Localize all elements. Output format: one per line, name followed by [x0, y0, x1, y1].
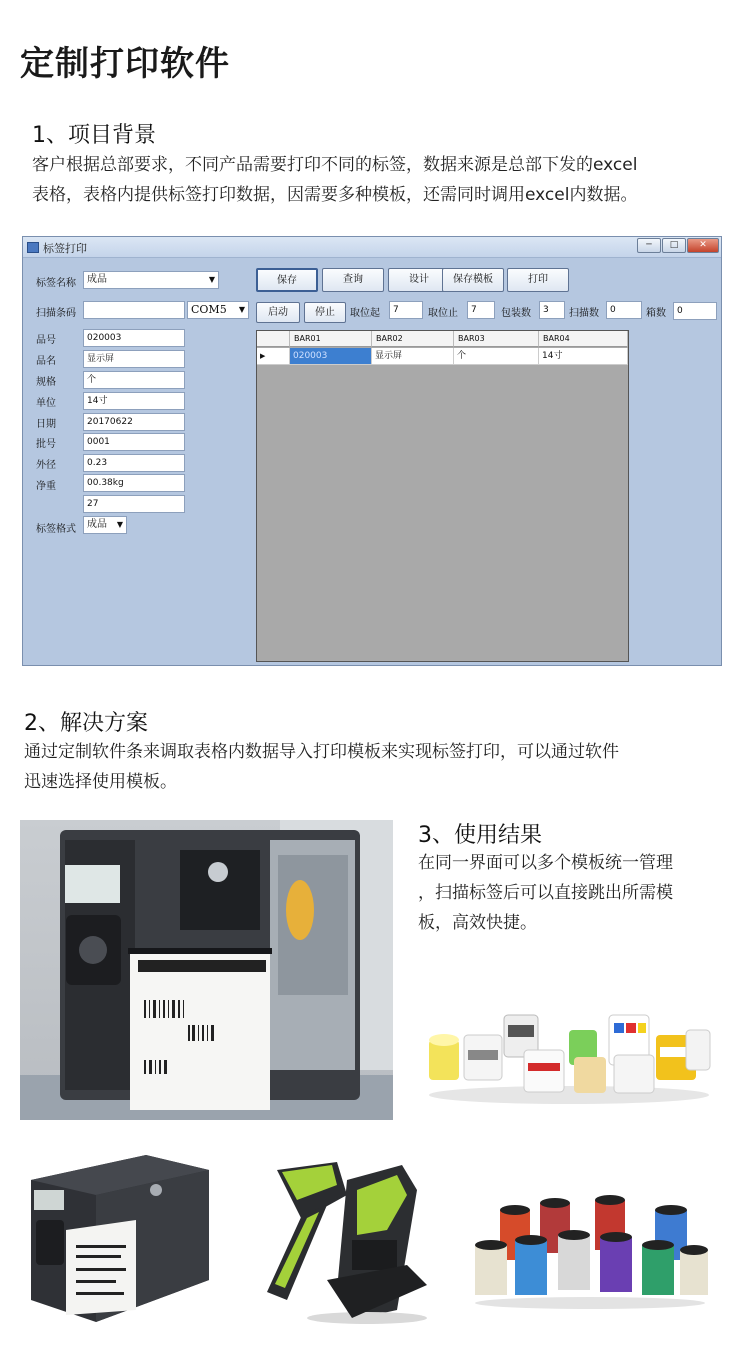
grid-cell[interactable]: 14寸 — [539, 348, 628, 365]
grid-column-header[interactable]: BAR04 — [539, 331, 628, 347]
desktop-printer-photo — [26, 1150, 212, 1325]
scan-code-label: 扫描条码 — [36, 308, 76, 319]
save-template-button[interactable]: 保存模板 — [442, 268, 504, 292]
stop-button[interactable]: 停止 — [304, 302, 346, 323]
start-button[interactable]: 启动 — [256, 302, 300, 323]
grid-column-header[interactable]: BAR03 — [454, 331, 539, 347]
field-label: 日期 — [36, 419, 56, 430]
field-input[interactable]: 0.23 — [83, 454, 185, 472]
field-label: 单位 — [36, 398, 56, 409]
app-icon — [27, 242, 39, 253]
field-input[interactable]: 个 — [83, 371, 185, 389]
section-text-line: 迅速选择使用模板。 — [24, 772, 177, 792]
close-button[interactable]: ✕ — [687, 238, 719, 253]
field-label: 规格 — [36, 377, 56, 388]
box-count-input[interactable]: 0 — [673, 302, 717, 320]
label-rolls-image — [424, 995, 714, 1105]
label-format-select[interactable] — [83, 516, 127, 534]
minimize-button[interactable]: ─ — [637, 238, 661, 253]
window-title: 标签打印 — [43, 242, 87, 255]
design-button[interactable]: 设计 — [388, 268, 450, 292]
ribbon-rolls-image — [470, 1195, 710, 1310]
port-select[interactable] — [187, 301, 249, 319]
field-input[interactable]: 00.38kg — [83, 474, 185, 492]
chevron-down-icon: ▼ — [116, 520, 123, 529]
field-input[interactable]: 020003 — [83, 329, 185, 347]
label-print-window — [22, 236, 722, 666]
section-text-line: 板，高效快捷。 — [418, 913, 537, 933]
field-label: 外径 — [36, 460, 56, 471]
section-text-line: ，扫描标签后可以直接跳出所需模 — [418, 883, 673, 903]
pos-start-input[interactable]: 7 — [389, 301, 423, 319]
barcode-scanner-photo — [257, 1160, 447, 1325]
industrial-printer-photo — [20, 820, 393, 1120]
chevron-down-icon: ▼ — [238, 305, 245, 314]
label-format-label: 标签格式 — [36, 524, 76, 535]
print-button[interactable]: 打印 — [507, 268, 569, 292]
grid-cell[interactable]: 个 — [454, 348, 539, 365]
maximize-button[interactable]: □ — [662, 238, 686, 253]
label-name-label: 标签名称 — [36, 278, 76, 289]
grid-corner-header — [257, 331, 290, 347]
field-label: 品名 — [36, 356, 56, 367]
label-name-select[interactable] — [83, 271, 219, 289]
scan-code-input[interactable] — [83, 301, 185, 319]
pos-stop-label: 取位止 — [428, 308, 458, 319]
scan-count-label: 扫描数 — [569, 308, 599, 319]
field-label: 批号 — [36, 439, 56, 450]
field-label: 净重 — [36, 481, 56, 492]
pack-count-input[interactable]: 3 — [539, 301, 565, 319]
section-text-line: 在同一界面可以多个模板统一管理 — [418, 853, 673, 873]
pos-stop-input[interactable]: 7 — [467, 301, 495, 319]
pos-start-label: 取位起 — [350, 308, 380, 319]
section-text-line: 客户根据总部要求，不同产品需要打印不同的标签，数据来源是总部下发的excel — [32, 155, 638, 175]
desktop-printer-image — [26, 1150, 212, 1325]
field-input[interactable]: 27 — [83, 495, 185, 513]
grid-cell[interactable]: 显示屏 — [372, 348, 454, 365]
save-button[interactable]: 保存 — [256, 268, 318, 292]
box-count-label: 箱数 — [646, 308, 666, 319]
industrial-printer-image — [20, 820, 393, 1120]
section-text-line: 通过定制软件条来调取表格内数据导入打印模板来实现标签打印，可以通过软件 — [24, 742, 619, 762]
grid-cell[interactable]: 020003 — [290, 348, 372, 365]
section-heading-result: 3、使用结果 — [418, 823, 542, 848]
window-titlebar — [23, 237, 721, 258]
page-title: 定制打印软件 — [20, 44, 230, 84]
port-value: COM5 — [191, 303, 227, 316]
field-input[interactable]: 20170622 — [83, 413, 185, 431]
field-label: 品号 — [36, 335, 56, 346]
grid-column-header[interactable]: BAR02 — [372, 331, 454, 347]
section-heading-background: 1、项目背景 — [32, 123, 156, 148]
scan-count-input[interactable]: 0 — [606, 301, 642, 319]
label-format-value: 成品 — [87, 519, 107, 530]
field-input[interactable]: 显示屏 — [83, 350, 185, 368]
data-grid[interactable] — [256, 330, 629, 662]
ribbon-rolls-photo — [470, 1195, 710, 1310]
field-input[interactable]: 14寸 — [83, 392, 185, 410]
label-name-value: 成品 — [87, 274, 107, 285]
chevron-down-icon: ▼ — [208, 275, 215, 284]
grid-column-header[interactable]: BAR01 — [290, 331, 372, 347]
field-input[interactable]: 0001 — [83, 433, 185, 451]
pack-count-label: 包装数 — [501, 308, 531, 319]
query-button[interactable]: 查询 — [322, 268, 384, 292]
section-text-line: 表格，表格内提供标签打印数据，因需要多种模板，还需同时调用excel内数据。 — [32, 185, 638, 205]
section-heading-solution: 2、解决方案 — [24, 711, 148, 736]
barcode-scanner-image — [257, 1160, 447, 1325]
row-indicator-icon[interactable]: ▶ — [257, 348, 290, 365]
label-rolls-photo — [424, 995, 714, 1105]
